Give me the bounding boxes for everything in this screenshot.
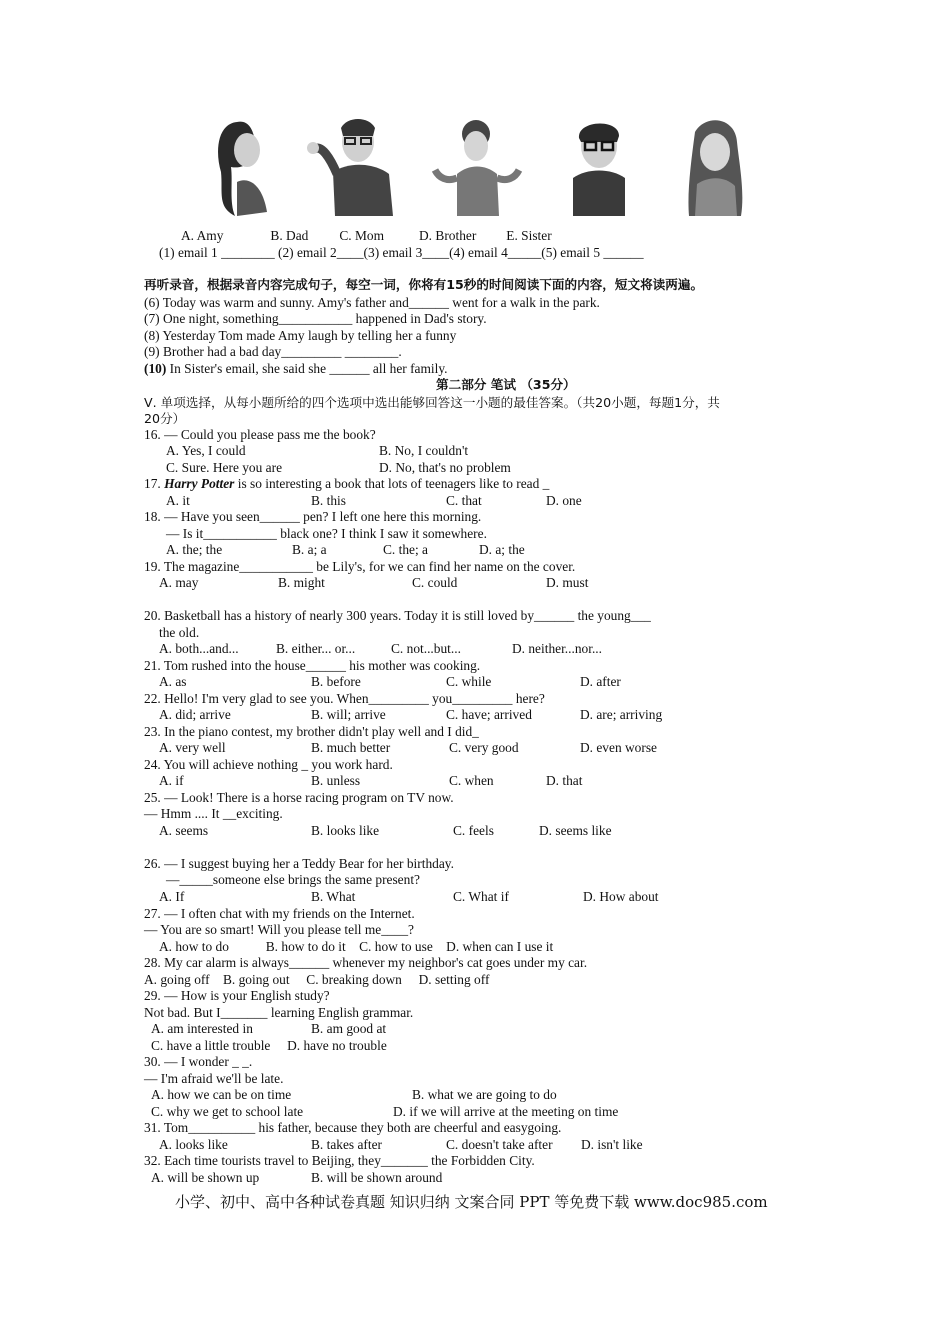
q17-book-title: Harry Potter — [164, 476, 235, 491]
q17-number: 17. — [144, 476, 165, 491]
listen-instruction: 再听录音，根据录音内容完成句子，每空一词，你将有15秒的时间阅读下面的内容，短文将读两遍。 — [144, 277, 704, 292]
question-20-cont: the old. — [159, 625, 200, 640]
section5-instruction: Ⅴ. 单项选择，从每小题所给的四个选项中选出能够回答这一小题的最佳答案。（共20小题，每题1分，共 — [144, 395, 720, 410]
q17-option-d: D. one — [546, 493, 582, 508]
q30-option-d: D. if we will arrive at the meeting on time — [393, 1104, 619, 1119]
q29-option-b: B. am good at — [311, 1021, 387, 1036]
part2-title: 第二部分 笔试 （35分） — [436, 377, 576, 392]
people-options — [181, 228, 552, 244]
q16-option-a: A. Yes, I could — [166, 443, 246, 458]
option-c: C. Mom — [339, 228, 385, 243]
q20-option-a: A. both...and... — [159, 641, 239, 656]
q31-option-c: C. doesn't take after — [446, 1137, 553, 1152]
question-26: 26. — I suggest buying her a Teddy Bear for her birthday. — [144, 856, 454, 871]
option-e: E. Sister — [506, 228, 552, 243]
q30-option-a: A. how we can be on time — [151, 1087, 292, 1102]
q19-option-c: C. could — [412, 575, 458, 590]
q20-option-c: C. not...but... — [391, 641, 461, 656]
q21-option-b: B. before — [311, 674, 361, 689]
q22-option-a: A. did; arrive — [159, 707, 231, 722]
dad-illustration — [303, 112, 403, 220]
q24-option-b: B. unless — [311, 773, 361, 788]
question-17 — [144, 476, 549, 492]
q20-option-b: B. either... or... — [276, 641, 356, 656]
question-26-reply: —_____someone else brings the same present? — [166, 872, 420, 887]
question-10 — [144, 361, 448, 377]
question-27-reply: — You are so smart! Will you please tell me____? — [144, 922, 414, 937]
q19-option-d: D. must — [546, 575, 589, 590]
q17-text: is so interesting a book that lots of teenagers like to read _ — [234, 476, 550, 491]
q19-option-b: B. might — [278, 575, 325, 590]
q18-option-b: B. a; a — [292, 542, 327, 557]
question-28: 28. My car alarm is always______ whenever my neighbor's cat goes under my car. — [144, 955, 588, 970]
question-8: (8) Yesterday Tom made Amy laugh by telling her a funny — [144, 328, 457, 343]
q30-option-b: B. what we are going to do — [412, 1087, 557, 1102]
q26-option-c: C. What if — [453, 889, 509, 904]
q18-option-a: A. the; the — [166, 542, 223, 557]
q32-option-b: B. will be shown around — [311, 1170, 443, 1185]
question-27: 27. — I often chat with my friends on the Internet. — [144, 906, 415, 921]
q21-option-d: D. after — [580, 674, 621, 689]
q23-option-d: D. even worse — [580, 740, 657, 755]
q23-option-a: A. very well — [159, 740, 226, 755]
q18-option-c: C. the; a — [383, 542, 428, 557]
option-d: D. Brother — [419, 228, 477, 243]
q31-option-a: A. looks like — [159, 1137, 228, 1152]
sister-illustration — [675, 112, 755, 220]
q22-option-c: C. have; arrived — [446, 707, 532, 722]
q24-option-c: C. when — [449, 773, 494, 788]
question-7: (7) One night, something___________ happened in Dad's story. — [144, 311, 487, 326]
q29-options-cd: C. have a little trouble D. have no trouble — [151, 1038, 387, 1053]
question-6: (6) Today was warm and sunny. Amy's father and______ went for a walk in the park. — [144, 295, 600, 310]
question-29-reply: Not bad. But I_______ learning English grammar. — [144, 1005, 414, 1020]
question-16: 16. — Could you please pass me the book? — [144, 427, 376, 442]
q18-option-d: D. a; the — [479, 542, 525, 557]
question-22: 22. Hello! I'm very glad to see you. When_________ you_________ here? — [144, 691, 545, 706]
amy-illustration — [207, 112, 277, 220]
q28-options: A. going off B. going out C. breaking down D. setting off — [144, 972, 490, 987]
option-b: B. Dad — [270, 228, 309, 243]
q24-option-a: A. if — [159, 773, 184, 788]
q16-option-b: B. No, I couldn't — [379, 443, 469, 458]
question-10-text: In Sister's email, she said she ______ all her family. — [166, 361, 448, 376]
q25-option-c: C. feels — [453, 823, 494, 838]
question-20: 20. Basketball has a history of nearly 300 years. Today it is still loved by______ the young___ — [144, 608, 651, 623]
question-30: 30. — I wonder _ _. — [144, 1054, 253, 1069]
question-29: 29. — How is your English study? — [144, 988, 330, 1003]
footer-watermark: 小学、初中、高中各种试卷真题 知识归纳 文案合同 PPT 等免费下载 www.doc985.com — [175, 1193, 768, 1211]
q31-option-d: D. isn't like — [581, 1137, 643, 1152]
q30-option-c: C. why we get to school late — [151, 1104, 304, 1119]
q26-option-a: A. If — [159, 889, 185, 904]
question-19: 19. The magazine___________ be Lily's, for we can find her name on the cover. — [144, 559, 576, 574]
question-25-reply: — Hmm .... It __exciting. — [144, 806, 283, 821]
option-a: A. Amy — [181, 228, 224, 243]
q22-option-d: D. are; arriving — [580, 707, 663, 722]
q17-option-a: A. it — [166, 493, 190, 508]
section5-instruction-cont: 20分） — [144, 411, 186, 426]
mom-illustration — [429, 112, 524, 220]
question-10-number: (10) — [144, 361, 167, 376]
question-32: 32. Each time tourists travel to Beijing, they_______ the Forbidden City. — [144, 1153, 535, 1168]
q16-option-d: D. No, that's no problem — [379, 460, 511, 475]
q21-option-a: A. as — [159, 674, 187, 689]
question-9: (9) Brother had a bad day_________ ________. — [144, 344, 402, 359]
q27-options: A. how to do B. how to do it C. how to use D. when can I use it — [159, 939, 554, 954]
brother-illustration — [559, 112, 639, 220]
q23-option-b: B. much better — [311, 740, 391, 755]
question-18-reply: — Is it___________ black one? I think I saw it somewhere. — [166, 526, 487, 541]
q20-option-d: D. neither...nor... — [512, 641, 602, 656]
q26-option-b: B. What — [311, 889, 356, 904]
question-23: 23. In the piano contest, my brother didn't play well and I did_ — [144, 724, 479, 739]
email-line: (1) email 1 ________ (2) email 2____(3) email 3____(4) email 4_____(5) email 5 ______ — [159, 245, 644, 260]
question-18: 18. — Have you seen______ pen? I left one here this morning. — [144, 509, 482, 524]
q32-option-a: A. will be shown up — [151, 1170, 260, 1185]
q19-option-a: A. may — [159, 575, 199, 590]
question-21: 21. Tom rushed into the house______ his mother was cooking. — [144, 658, 481, 673]
q17-option-b: B. this — [311, 493, 346, 508]
q17-option-c: C. that — [446, 493, 482, 508]
question-31: 31. Tom__________ his father, because they both are cheerful and easygoing. — [144, 1120, 562, 1135]
q16-option-c: C. Sure. Here you are — [166, 460, 283, 475]
q25-option-d: D. seems like — [539, 823, 612, 838]
q26-option-d: D. How about — [583, 889, 659, 904]
q23-option-c: C. very good — [449, 740, 519, 755]
question-24: 24. You will achieve nothing _ you work hard. — [144, 757, 393, 772]
q22-option-b: B. will; arrive — [311, 707, 386, 722]
q31-option-b: B. takes after — [311, 1137, 383, 1152]
q29-option-a: A. am interested in — [151, 1021, 253, 1036]
character-illustrations — [195, 112, 765, 224]
q25-option-b: B. looks like — [311, 823, 380, 838]
question-25: 25. — Look! There is a horse racing program on TV now. — [144, 790, 454, 805]
q25-option-a: A. seems — [159, 823, 209, 838]
q21-option-c: C. while — [446, 674, 492, 689]
q24-option-d: D. that — [546, 773, 583, 788]
question-30-reply: — I'm afraid we'll be late. — [144, 1071, 284, 1086]
